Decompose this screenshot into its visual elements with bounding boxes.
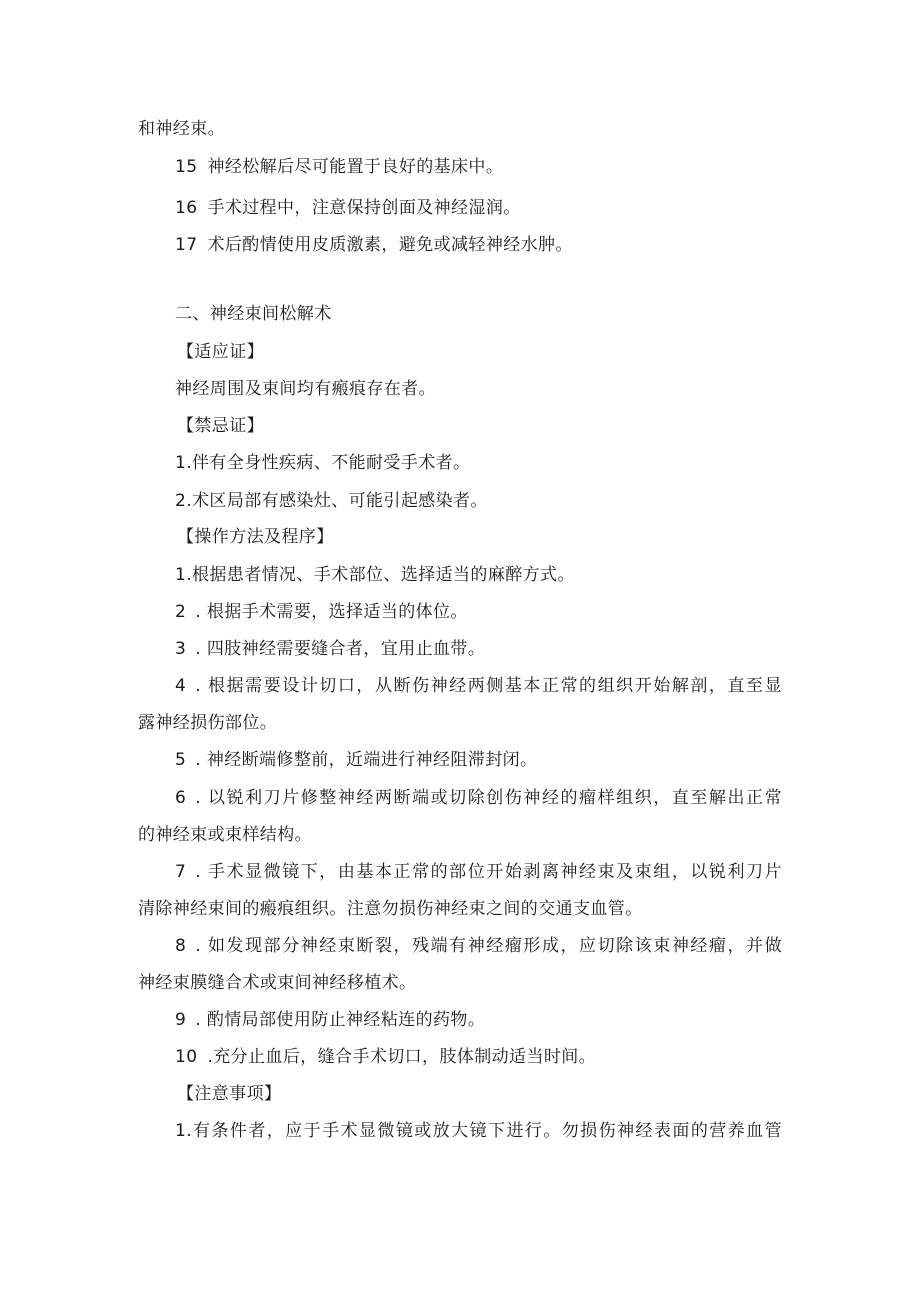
item-text: . 手术显微镜下，由基本正常的部位开始剥离神经束及束组，以锐利刀片 xyxy=(195,862,782,882)
procedure-item-continued: 神经束膜缝合术或束间神经移植术。 xyxy=(138,973,417,993)
section-title: 二、神经束间松解术 xyxy=(175,304,332,324)
item-number: 17 xyxy=(175,235,198,255)
item-text: 手术过程中，注意保持创面及神经湿润。 xyxy=(207,198,521,218)
procedure-item xyxy=(175,748,825,772)
item-number: 8 xyxy=(175,936,187,956)
contraindication-item: 2.术区局部有感染灶、可能引起感染者。 xyxy=(175,491,488,511)
procedure-item xyxy=(175,600,825,624)
indications-text: 神经周围及束间均有瘢痕存在者。 xyxy=(175,379,436,399)
item-text: 神经松解后尽可能置于良好的基床中。 xyxy=(207,157,504,177)
list-item-17 xyxy=(175,233,825,257)
procedure-item xyxy=(175,786,782,810)
item-text: . 根据手术需要，选择适当的体位。 xyxy=(195,602,468,622)
notes-item: 1.有条件者，应于手术显微镜或放大镜下进行。勿损伤神经表面的营养血管 xyxy=(175,1121,782,1141)
text-line: 和神经束。 xyxy=(138,119,225,139)
procedure-item xyxy=(175,1008,825,1032)
item-number: 4 xyxy=(175,676,187,696)
indications-heading: 【适应证】 xyxy=(177,342,264,362)
item-number: 3 xyxy=(175,639,187,659)
procedure-item-continued: 露神经损伤部位。 xyxy=(138,713,278,733)
procedure-item xyxy=(175,934,782,958)
procedure-heading: 【操作方法及程序】 xyxy=(177,527,334,547)
item-text: . 神经断端修整前，近端进行神经阻滞封闭。 xyxy=(195,750,538,770)
item-number: 16 xyxy=(175,198,198,218)
item-text: . 酌情局部使用防止神经粘连的药物。 xyxy=(195,1010,486,1030)
procedure-item xyxy=(175,637,825,661)
contraindications-heading: 【禁忌证】 xyxy=(177,416,264,436)
item-text: . 四肢神经需要缝合者，宜用止血带。 xyxy=(195,639,486,659)
item-text: . 以锐利刀片修整神经两断端或切除创伤神经的瘤样组织，直至解出正常 xyxy=(195,788,782,808)
item-number: 6 xyxy=(175,788,187,808)
item-number: 7 xyxy=(175,862,187,882)
procedure-item xyxy=(175,1045,825,1069)
item-number: 9 xyxy=(175,1010,187,1030)
procedure-item xyxy=(175,674,782,698)
item-text: . 如发现部分神经束断裂，残端有神经瘤形成，应切除该束神经瘤，并做 xyxy=(195,936,782,956)
procedure-item: 1.根据患者情况、手术部位、选择适当的麻醉方式。 xyxy=(175,565,575,585)
item-text: . 根据需要设计切口，从断伤神经两侧基本正常的组织开始解剖，直至显 xyxy=(195,676,782,696)
procedure-item xyxy=(175,860,782,884)
contraindication-item: 1.伴有全身性疾病、不能耐受手术者。 xyxy=(175,453,471,473)
item-number: 15 xyxy=(175,157,198,177)
list-item-16 xyxy=(175,196,825,220)
item-text: 术后酌情使用皮质激素，避免或减轻神经水肿。 xyxy=(207,235,573,255)
item-number: 10 xyxy=(175,1047,198,1067)
item-text: .充分止血后，缝合手术切口，肢体制动适当时间。 xyxy=(207,1047,597,1067)
list-item-15 xyxy=(175,155,825,179)
notes-heading: 【注意事项】 xyxy=(177,1084,282,1104)
procedure-item-continued: 清除神经束间的瘢痕组织。注意勿损伤神经束之间的交通支血管。 xyxy=(138,899,643,919)
item-number: 2 xyxy=(175,602,187,622)
procedure-item-continued: 的神经束或束样结构。 xyxy=(138,825,312,845)
item-number: 5 xyxy=(175,750,187,770)
